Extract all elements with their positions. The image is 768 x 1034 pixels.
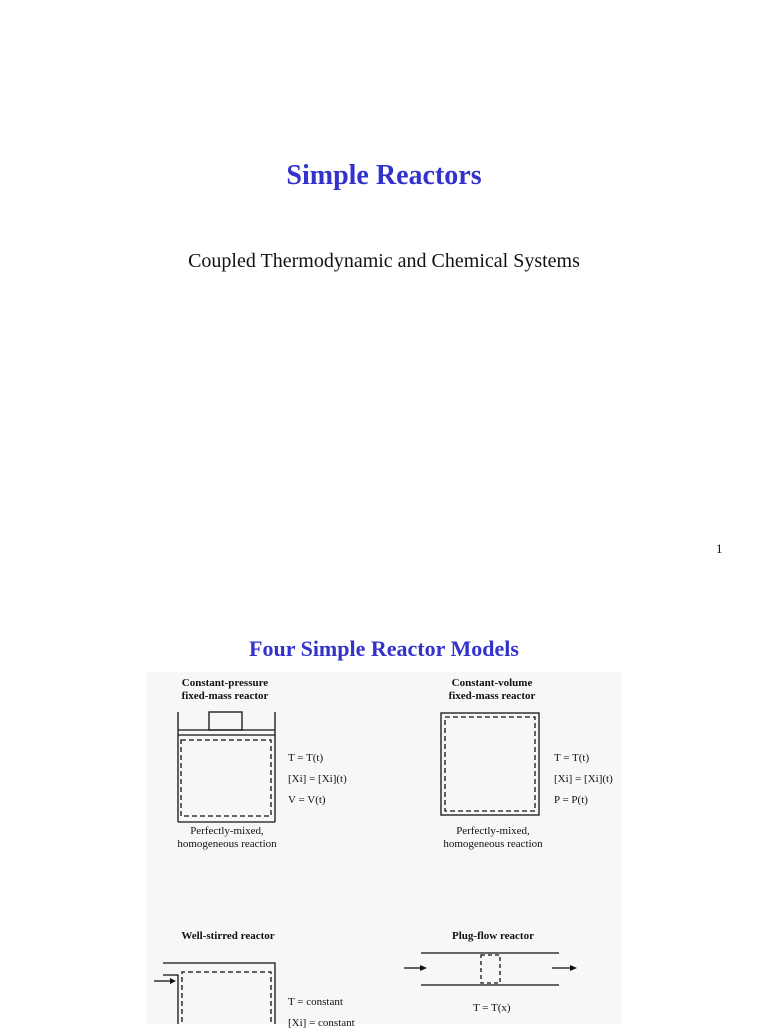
cp-equations bbox=[288, 748, 347, 811]
pfr-reactor-title bbox=[428, 930, 558, 943]
plug-flow-reactor-diagram bbox=[404, 953, 570, 985]
cv-eq-species: [Xi] = [Xi](t) bbox=[554, 773, 613, 785]
cv-title-line2: fixed-mass reactor bbox=[448, 690, 536, 702]
cp-control-volume bbox=[181, 740, 271, 816]
cp-eq-temperature: T = T(t) bbox=[288, 752, 324, 764]
cp-eq-volume: V = V(t) bbox=[288, 794, 326, 806]
cv-caption-line2: homogeneous reaction bbox=[443, 838, 543, 850]
pfr-control-volume bbox=[481, 955, 500, 983]
wsr-inlet-arrowhead bbox=[170, 978, 176, 984]
cp-title-line1: Constant-pressure bbox=[181, 677, 269, 689]
cp-caption-line2: homogeneous reaction bbox=[177, 838, 277, 850]
wsr-reactor-title bbox=[163, 930, 293, 943]
wsr-control-volume bbox=[182, 972, 271, 1024]
page-number: 1 bbox=[716, 541, 723, 556]
cv-control-volume bbox=[445, 717, 535, 811]
wsr-title-line1: Well-stirred reactor bbox=[181, 930, 275, 942]
pfr-equations bbox=[473, 998, 511, 1019]
constant-volume-reactor-diagram bbox=[441, 713, 539, 815]
wsr-eq-temperature: T = constant bbox=[288, 996, 343, 1008]
wsr-equations bbox=[288, 992, 355, 1034]
pfr-inlet-arrowhead bbox=[420, 965, 427, 971]
pfr-title-line1: Plug-flow reactor bbox=[452, 930, 534, 942]
cv-eq-temperature: T = T(t) bbox=[554, 752, 590, 764]
cp-caption-line1: Perfectly-mixed, bbox=[190, 825, 264, 837]
cp-title-line2: fixed-mass reactor bbox=[181, 690, 269, 702]
wsr-eq-species: [Xi] = constant bbox=[288, 1017, 355, 1029]
cp-eq-species: [Xi] = [Xi](t) bbox=[288, 773, 347, 785]
cv-eq-pressure: P = P(t) bbox=[554, 794, 588, 806]
cv-reactor-caption bbox=[426, 825, 560, 851]
constant-pressure-reactor-diagram bbox=[178, 712, 275, 822]
slide1-title: Simple Reactors bbox=[286, 160, 482, 191]
wsr-top-right-wall bbox=[163, 963, 275, 1024]
cp-weight bbox=[209, 712, 242, 730]
cv-vessel bbox=[441, 713, 539, 815]
slide1-subtitle: Coupled Thermodynamic and Chemical Systems bbox=[188, 250, 580, 272]
cv-reactor-title bbox=[427, 677, 557, 703]
cv-equations bbox=[554, 748, 613, 811]
cp-reactor-caption bbox=[162, 825, 292, 851]
cv-title-line1: Constant-volume bbox=[451, 677, 533, 689]
pfr-eq-temperature: T = T(x) bbox=[473, 1002, 511, 1014]
pfr-outlet-arrowhead bbox=[570, 965, 577, 971]
slide2-title: Four Simple Reactor Models bbox=[249, 636, 519, 661]
cv-caption-line1: Perfectly-mixed, bbox=[456, 825, 530, 837]
well-stirred-reactor-diagram bbox=[154, 963, 275, 1024]
cp-reactor-title bbox=[160, 677, 290, 703]
